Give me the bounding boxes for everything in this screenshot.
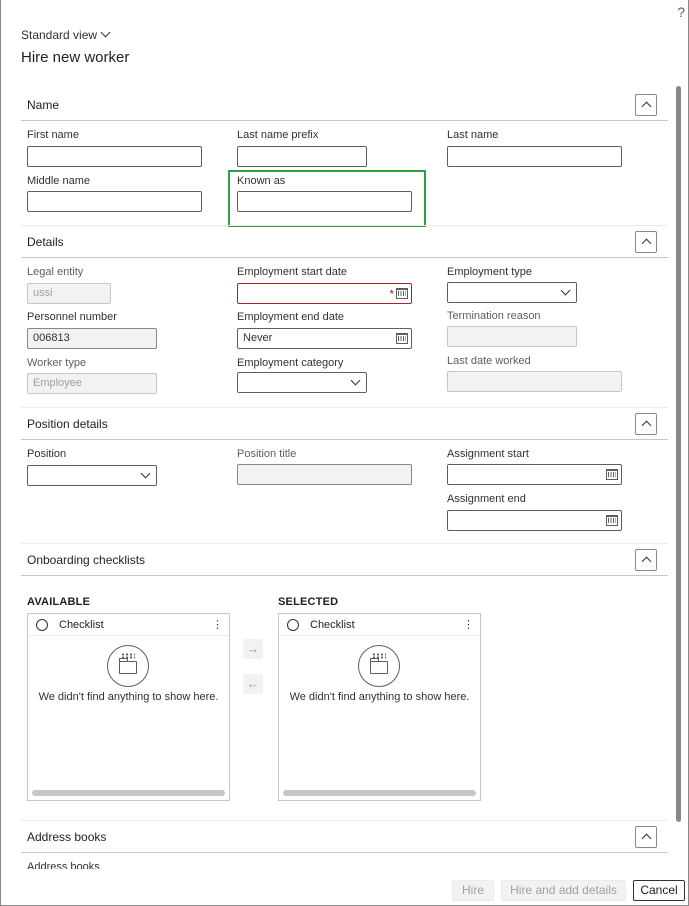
help-icon[interactable]: ? <box>677 4 685 20</box>
assignment-start-input[interactable] <box>447 464 622 485</box>
move-right-button[interactable]: → <box>243 639 263 659</box>
address-books-partial-label: Address books <box>27 861 100 869</box>
assignment-end-input[interactable] <box>447 510 622 531</box>
last-date-worked-label: Last date worked <box>447 355 531 367</box>
assignment-start-label: Assignment start <box>447 448 529 460</box>
available-list-header <box>28 614 229 636</box>
section-position-title: Position details <box>27 417 108 431</box>
available-column-label[interactable]: Checklist <box>59 619 104 631</box>
known-as-highlight <box>228 170 426 227</box>
move-left-button[interactable]: ← <box>243 674 263 694</box>
known-as-label: Known as <box>237 175 286 187</box>
employment-type-label: Employment type <box>447 266 532 278</box>
selected-list-header <box>279 614 480 636</box>
middle-name-label: Middle name <box>27 175 90 187</box>
middle-name-input[interactable] <box>27 191 202 212</box>
collapse-name-button[interactable] <box>635 94 657 116</box>
section-position-header[interactable] <box>21 407 668 440</box>
more-options-icon[interactable]: ⋮ <box>463 619 474 631</box>
personnel-number-label: Personnel number <box>27 311 117 323</box>
section-onboarding-header[interactable] <box>21 543 668 576</box>
employment-start-date-label: Employment start date <box>237 266 348 278</box>
last-name-label: Last name <box>447 129 499 141</box>
section-onboarding-title: Onboarding checklists <box>27 553 146 567</box>
position-select[interactable] <box>27 465 157 486</box>
last-date-worked-field <box>447 371 622 392</box>
employment-end-date-input[interactable] <box>237 328 412 349</box>
collapse-details-button[interactable] <box>635 231 657 253</box>
collapse-position-button[interactable] <box>635 413 657 435</box>
section-details-title: Details <box>27 235 64 249</box>
selected-empty-message: We didn't find anything to show here. <box>289 691 470 703</box>
employment-end-date-value: Never <box>243 332 273 344</box>
collapse-address-button[interactable] <box>635 826 657 848</box>
employment-category-label: Employment category <box>237 357 344 369</box>
employment-category-select[interactable] <box>237 372 367 393</box>
calendar-icon[interactable] <box>606 469 618 480</box>
available-heading: AVAILABLE <box>27 596 91 608</box>
collapse-onboarding-button[interactable] <box>635 549 657 571</box>
employment-end-date-label: Employment end date <box>237 311 345 323</box>
selected-list[interactable] <box>278 613 481 801</box>
hire-and-add-details-button[interactable]: Hire and add details <box>501 880 626 901</box>
required-marker: * <box>389 287 394 301</box>
section-name-header[interactable] <box>21 88 668 121</box>
empty-folder-icon <box>107 645 149 687</box>
calendar-icon[interactable] <box>396 288 408 299</box>
view-selector[interactable] <box>21 28 109 42</box>
legal-entity-field: ussi <box>27 283 111 304</box>
horizontal-scrollbar[interactable] <box>283 790 476 796</box>
section-details-header[interactable] <box>21 225 668 258</box>
calendar-icon[interactable] <box>396 333 408 344</box>
selected-heading: SELECTED <box>278 596 339 608</box>
section-address-header[interactable] <box>21 820 668 853</box>
position-title-label: Position title <box>237 448 297 460</box>
worker-type-label: Worker type <box>27 357 87 369</box>
legal-entity-label: Legal entity <box>27 266 84 278</box>
available-list[interactable] <box>27 613 230 801</box>
vertical-scrollbar[interactable] <box>676 86 681 822</box>
employment-type-select[interactable] <box>447 282 577 303</box>
select-all-radio[interactable] <box>36 619 48 631</box>
employment-start-date-input[interactable] <box>237 283 412 304</box>
assignment-end-label: Assignment end <box>447 493 526 505</box>
last-name-prefix-label: Last name prefix <box>237 129 319 141</box>
last-name-prefix-input[interactable] <box>237 146 367 167</box>
termination-reason-field <box>447 326 577 347</box>
last-name-input[interactable] <box>447 146 622 167</box>
termination-reason-label: Termination reason <box>447 310 541 322</box>
empty-folder-icon <box>358 645 400 687</box>
chevron-down-icon <box>101 28 111 38</box>
personnel-number-field: 006813 <box>27 328 157 349</box>
view-selector-label: Standard view <box>21 28 98 42</box>
first-name-label: First name <box>27 129 79 141</box>
select-all-radio[interactable] <box>287 619 299 631</box>
horizontal-scrollbar[interactable] <box>32 790 225 796</box>
page-title: Hire new worker <box>21 49 130 66</box>
position-title-field <box>237 464 412 485</box>
position-label: Position <box>27 448 67 460</box>
more-options-icon[interactable]: ⋮ <box>212 619 223 631</box>
calendar-icon[interactable] <box>606 515 618 526</box>
worker-type-field: Employee <box>27 373 157 394</box>
available-empty-message: We didn't find anything to show here. <box>38 691 219 703</box>
section-address-title: Address books <box>27 830 107 844</box>
cancel-button[interactable]: Cancel <box>633 880 685 901</box>
selected-column-label[interactable]: Checklist <box>310 619 355 631</box>
hire-button[interactable]: Hire <box>452 880 494 901</box>
section-name-title: Name <box>27 98 60 112</box>
first-name-input[interactable] <box>27 146 202 167</box>
